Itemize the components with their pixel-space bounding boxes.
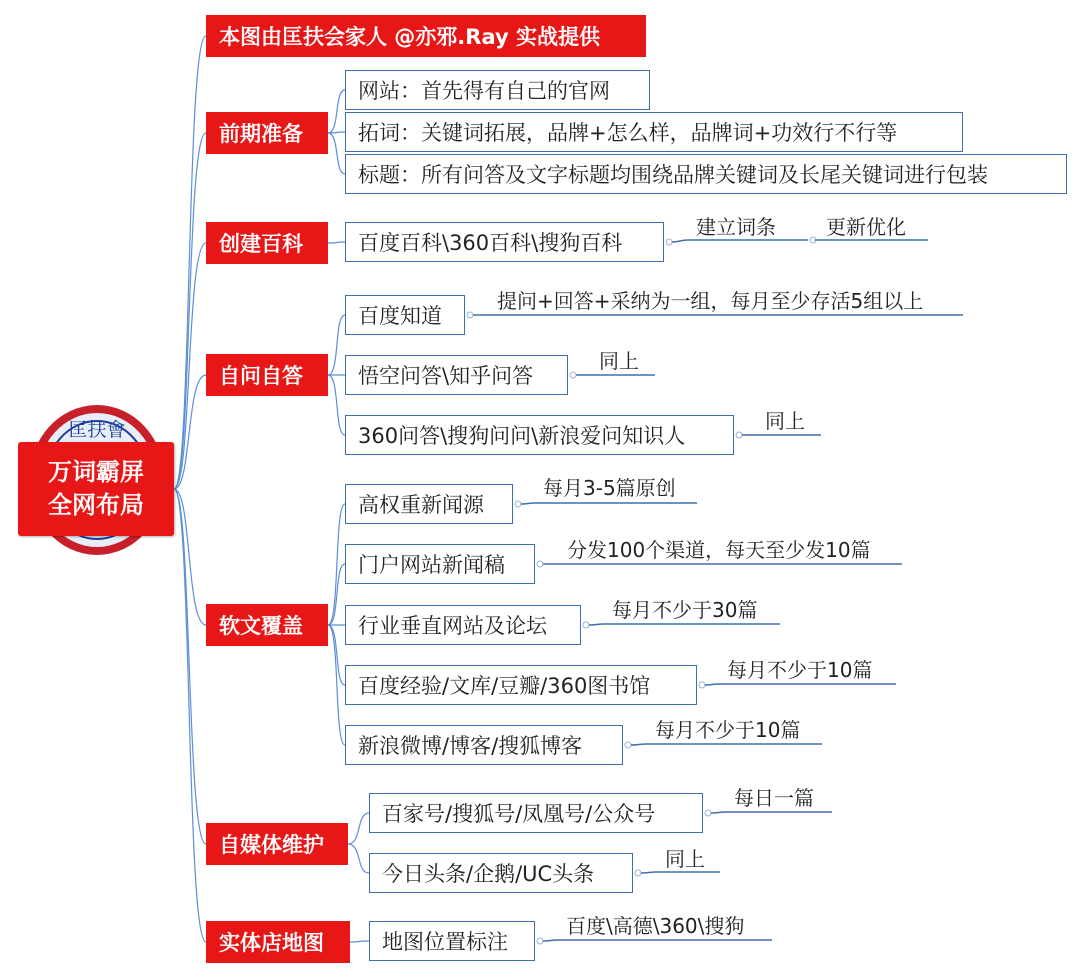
category-self-media: 自媒体维护 bbox=[206, 823, 348, 865]
connector bbox=[589, 624, 780, 625]
connector bbox=[641, 872, 720, 873]
item-news-source: 高权重新闻源 bbox=[345, 484, 513, 524]
connector bbox=[174, 489, 206, 942]
note-industry-sites: 每月不少于30篇 bbox=[612, 598, 758, 622]
connector-dot bbox=[583, 622, 589, 628]
connector-dot bbox=[537, 561, 543, 567]
item-encyclopedia: 百度百科\360百科\搜狗百科 bbox=[345, 222, 664, 262]
connector-dot bbox=[666, 239, 672, 245]
item-baijiahao: 百家号/搜狐号/凤凰号/公众号 bbox=[369, 793, 703, 833]
category-articles: 软文覆盖 bbox=[206, 604, 328, 646]
note-baidu-jingyan: 每月不少于10篇 bbox=[727, 658, 873, 682]
connector-dot bbox=[736, 432, 742, 438]
item-titles: 标题：所有问答及文字标题均围绕品牌关键词及长尾关键词进行包装 bbox=[345, 154, 1067, 194]
connector bbox=[672, 240, 808, 242]
root-node bbox=[18, 442, 174, 536]
item-industry-sites: 行业垂直网站及论坛 bbox=[345, 605, 581, 645]
item-map-marking: 地图位置标注 bbox=[369, 921, 535, 961]
item-keywords: 拓词：关键词拓展，品牌+怎么样，品牌词+功效行不行等 bbox=[345, 112, 963, 152]
note-baijiahao: 每日一篇 bbox=[734, 786, 814, 810]
category-encyclopedia: 创建百科 bbox=[206, 222, 328, 264]
connector bbox=[543, 940, 772, 941]
item-sina-weibo: 新浪微博/博客/搜狐博客 bbox=[345, 725, 623, 765]
note-zhidao: 提问+回答+采纳为一组，每月至少存活5组以上 bbox=[497, 289, 924, 313]
connector-dot bbox=[467, 312, 473, 318]
root-title-line1: 万词霸屏 bbox=[48, 458, 144, 486]
connector bbox=[521, 503, 697, 504]
connector-dot bbox=[705, 810, 711, 816]
connector bbox=[705, 684, 896, 685]
connector bbox=[328, 504, 345, 625]
note-same-1: 同上 bbox=[599, 349, 639, 373]
note-sina-weibo: 每月不少于10篇 bbox=[655, 718, 801, 742]
category-prep: 前期准备 bbox=[206, 112, 328, 154]
connector-dot bbox=[537, 938, 543, 944]
category-store-map: 实体店地图 bbox=[206, 921, 350, 963]
item-website: 网站：首先得有自己的官网 bbox=[345, 70, 650, 110]
note-map-marking: 百度\高德\360\搜狗 bbox=[566, 914, 745, 938]
connector bbox=[328, 315, 345, 375]
connector bbox=[328, 133, 345, 174]
connector-dot bbox=[699, 682, 705, 688]
item-portal-news: 门户网站新闻稿 bbox=[345, 544, 535, 584]
note-create-entry: 建立词条 bbox=[696, 215, 776, 239]
item-baidu-jingyan: 百度经验/文库/豆瓣/360图书馆 bbox=[345, 665, 697, 705]
connector bbox=[174, 375, 206, 489]
connector-dot bbox=[625, 742, 631, 748]
connector bbox=[328, 625, 345, 745]
item-360-sogou-sina: 360问答\搜狗问问\新浪爱问知识人 bbox=[345, 415, 734, 455]
connector bbox=[174, 489, 206, 625]
connector-dot bbox=[570, 372, 576, 378]
connector bbox=[348, 844, 369, 873]
connector bbox=[348, 813, 369, 844]
connector bbox=[328, 90, 345, 133]
emblem-text: 匡扶會 bbox=[68, 419, 126, 441]
category-qa: 自问自答 bbox=[206, 354, 328, 396]
connector-dot bbox=[635, 870, 641, 876]
connector bbox=[711, 812, 832, 813]
connector bbox=[328, 242, 345, 243]
item-wukong-zhihu: 悟空问答\知乎问答 bbox=[345, 355, 568, 395]
item-baidu-zhidao: 百度知道 bbox=[345, 295, 465, 335]
connector bbox=[350, 941, 369, 942]
connector-dot bbox=[515, 501, 521, 507]
note-toutiao: 同上 bbox=[665, 847, 705, 871]
root-title-line2: 全网布局 bbox=[48, 491, 144, 519]
connector bbox=[174, 133, 206, 489]
note-same-2: 同上 bbox=[765, 409, 805, 433]
note-update-optimize: 更新优化 bbox=[826, 215, 906, 239]
credit-banner: 本图由匡扶会家人 @亦邪.Ray 实战提供 bbox=[206, 15, 646, 57]
connector bbox=[631, 744, 822, 745]
connector bbox=[328, 375, 345, 435]
note-portal-news: 分发100个渠道，每天至少发10篇 bbox=[567, 538, 871, 562]
item-toutiao: 今日头条/企鹅/UC头条 bbox=[369, 853, 633, 893]
note-news-source: 每月3-5篇原创 bbox=[543, 476, 676, 500]
connector bbox=[174, 489, 206, 844]
